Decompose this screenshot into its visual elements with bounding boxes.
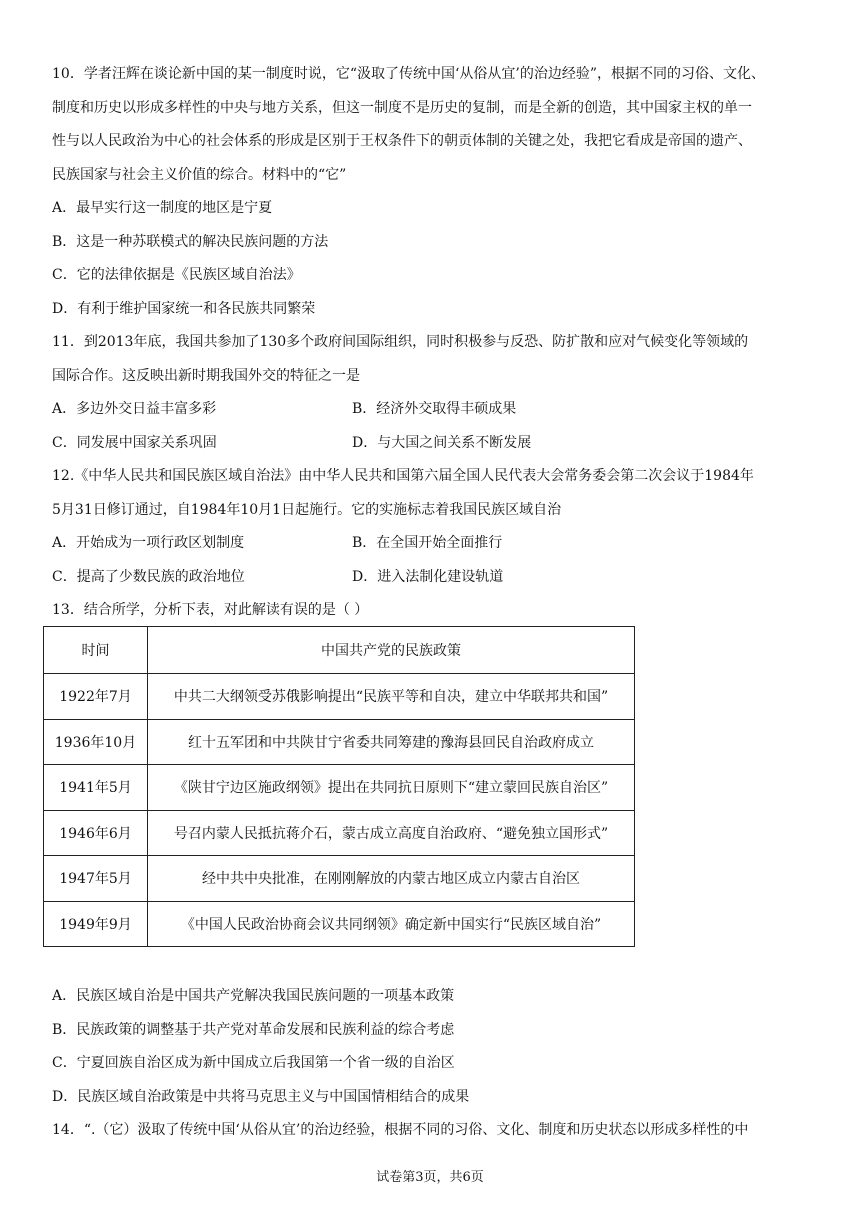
question-13-option-c: C．宁夏回族自治区成为新中国成立后我国第一个省一级的自治区 <box>52 1055 455 1071</box>
table-row <box>44 765 635 811</box>
question-11-option-a: A．多边外交日益丰富多彩 <box>52 401 217 417</box>
table-cell-policy: 中共二大纲领受苏俄影响提出“民族平等和自决，建立中华联邦共和国” <box>148 674 635 720</box>
question-10-option-d: D．有利于维护国家统一和各民族共同繁荣 <box>52 300 316 317</box>
policy-table <box>43 626 635 947</box>
question-11-stem-line: 国际合作。这反映出新时期我国外交的特征之一是 <box>52 367 360 384</box>
exam-page <box>52 58 812 628</box>
question-12-options-row <box>52 561 812 595</box>
question-12-stem-line: 12.《中华人民共和国民族区域自治法》由中华人民共和国第六届全国人民代表大会常务委会第二次会议于1984年 <box>52 468 754 484</box>
table-cell-time: 1947年5月 <box>44 856 148 902</box>
table-cell-policy: 红十五军团和中共陕甘宁省委共同筹建的豫海县回民自治政府成立 <box>148 719 635 765</box>
page-footer: 试卷第3页，共6页 <box>376 1170 484 1185</box>
question-12 <box>52 460 812 594</box>
question-11-option-d: D．与大国之间关系不断发展 <box>352 434 532 451</box>
question-10-option-c: C．它的法律依据是《民族区域自治法》 <box>52 267 301 283</box>
question-11-options-row <box>52 393 812 427</box>
question-10-option-a: A．最早实行这一制度的地区是宁夏 <box>52 200 273 216</box>
table-cell-policy: 《中国人民政治协商会议共同纲领》确定新中国实行“民族区域自治” <box>148 901 635 947</box>
question-13-option-b: B．民族政策的调整基于共产党对革命发展和民族利益的综合考虑 <box>52 1021 455 1038</box>
table-row <box>44 719 635 765</box>
table-cell-policy: 经中共中央批准，在刚刚解放的内蒙古地区成立内蒙古自治区 <box>148 856 635 902</box>
question-13-stem: 13．结合所学，分析下表，对此解读有误的是（ ） <box>52 602 369 618</box>
table-row <box>44 901 635 947</box>
table-header-time: 时间 <box>44 627 148 674</box>
question-10-stem-line: 制度和历史以形成多样性的中央与地方关系，但这一制度不是历史的复制，而是全新的创造，其中国家主权的单一 <box>52 99 752 116</box>
question-12-option-c: C．提高了少数民族的政治地位 <box>52 568 245 585</box>
table-cell-time: 1936年10月 <box>44 719 148 765</box>
table-cell-time: 1946年6月 <box>44 810 148 856</box>
question-11-option-c: C．同发展中国家关系巩固 <box>52 434 217 451</box>
question-12-options-row <box>52 527 812 561</box>
table-row <box>44 810 635 856</box>
question-11 <box>52 326 812 460</box>
question-13-option-a: A．民族区域自治是中国共产党解决我国民族问题的一项基本政策 <box>52 988 455 1004</box>
table-cell-time: 1941年5月 <box>44 765 148 811</box>
table-header-policy: 中国共产党的民族政策 <box>148 627 635 674</box>
table-row <box>44 674 635 720</box>
question-13-option-d: D．民族区域自治政策是中共将马克思主义与中国国情相结合的成果 <box>52 1088 470 1105</box>
table-row <box>44 856 635 902</box>
question-10 <box>52 58 812 326</box>
question-11-options-row <box>52 427 812 461</box>
table-header-row <box>44 627 635 674</box>
question-13-options <box>52 980 812 1148</box>
question-12-option-b: B．在全国开始全面推行 <box>352 535 503 551</box>
question-14-stem: 14．“.（它）汲取了传统中国‘从俗从宜’的治边经验，根据不同的习俗、文化、制度和历史状态以形成多样性的中 <box>52 1122 749 1138</box>
question-10-stem-line: 民族国家与社会主义价值的综合。材料中的“它” <box>52 166 347 183</box>
question-11-option-b: B．经济外交取得丰硕成果 <box>352 401 517 417</box>
question-12-option-d: D．进入法制化建设轨道 <box>352 568 504 585</box>
question-10-option-b: B．这是一种苏联模式的解决民族问题的方法 <box>52 233 329 250</box>
table-cell-time: 1922年7月 <box>44 674 148 720</box>
table-cell-policy: 《陕甘宁边区施政纲领》提出在共同抗日原则下“建立蒙回民族自治区” <box>148 765 635 811</box>
question-12-option-a: A．开始成为一项行政区划制度 <box>52 535 245 551</box>
question-10-stem-line: 性与以人民政治为中心的社会体系的形成是区别于王权条件下的朝贡体制的关键之处，我把它看成是帝国的遗产、 <box>52 133 752 149</box>
question-10-stem-line: 10．学者汪辉在谈论新中国的某一制度时说，它“汲取了传统中国‘从俗从宜’的治边经验”，根据不同的习俗、文化、 <box>52 66 766 82</box>
question-12-stem-line: 5月31日修订通过，自1984年10月1日起施行。它的实施标志着我国民族区域自治 <box>52 501 562 518</box>
question-11-stem-line: 11．到2013年底，我国共参加了130多个政府间国际组织，同时积极参与反恐、防扩散和应对气候变化等领域的 <box>52 334 749 350</box>
table-cell-time: 1949年9月 <box>44 901 148 947</box>
table-cell-policy: 号召内蒙人民抵抗蒋介石，蒙古成立高度自治政府、“避免独立国形式” <box>148 810 635 856</box>
